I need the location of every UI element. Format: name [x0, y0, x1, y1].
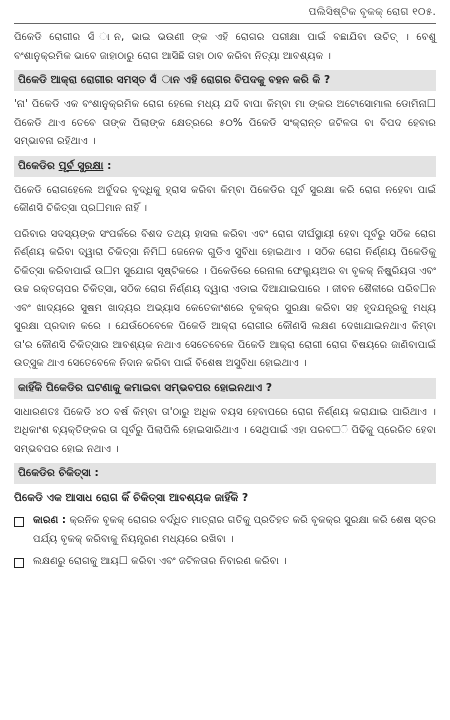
bullet-text [33, 512, 436, 549]
risk-paragraph: 'ନା' ପିକେଡି ଏକ ବଂଶାନୁକ୍ରମିକ ରୋଗ ହେଲେ ମଧ୍ୟ ଯଦି ବାପା କିମ୍ବା ମା ଙ୍କର ଅଟୋସୋମାଲ ଡୋମିନା☐ ପିକେଡି ଥାଏ ତେବେ ତାଙ୍କ ପିଲାଙ୍କ କ୍ଷେତ୍ରରେ ୫୦% ପିକେଡି ସଂକ୍ରାନ୍ତ ଜଟିଳତା ବା ବିପଦ ହେବାର ସମ୍ଭାବନା ରହିଥାଏ । [14, 99, 436, 147]
treatment-bullet-1 [14, 512, 436, 549]
prevention-heading-prefix: ପିକେଡିର [18, 159, 59, 172]
children-heading: କାହିଁକି ପିକେଡିର ଘଟଣାକୁ କମାଇବା ସମ୍ଭବପର ହୋଇନଥାଏ ? [14, 378, 436, 399]
treatment-question: ପିକେଡି ଏକ ଆସାଧ ରୋଗ କିଁ ଚିକିତ୍ସା ଆବଶ୍ୟକ ଜାହିଁକି ? [14, 492, 249, 504]
running-header: ପଲିସିଷ୍ଟିକ ବୃକକ୍ ରୋଗ ୧୦୫. [14, 6, 436, 24]
prevention-heading-suffix: : [103, 159, 112, 172]
prevention-paragraph-2: ପରିବାର ସଦସ୍ୟଙ୍କ ସଂପର୍କରେ ବିଶଦ ତଥ୍ୟ ହାସଲ କରିବା ଏବଂ ରୋଗ ଦୀର୍ଘସ୍ଥାୟୀ ହେବା ପୂର୍ବରୁ ସଠିକ ରୋଗ ନିର୍ଣ୍ଣୟ କରିବା ଦ୍ୱାରା ଚିକିତ୍ସା ନିମି☐ ଜେନେକ ଗୁଡିଏ ସୁବିଧା ହୋଇଥାଏ । ସଠିକ ରୋଗ ନିର୍ଣ୍ଣୟ ପିକେଡିକୁ ଚିକିତ୍ସା କରିବାପାଇଁ ଉ☐ମ ସୁଯୋଗ ସୃଷ୍ଟିକରେ । ପିକେଡିରେ ରେନାଲ ଫେଲ୍ୟୁଅର ବା ବୃକକ୍ ନିଷ୍କ୍ରିୟତା ଏବଂ ଉଚ୍ଚ ରକ୍ତଚାପର ଚିକିତ୍ସା, ସଠିକ ରୋଗ ନିର୍ଣ୍ଣୟ ଦ୍ୱାରା ଏଡାଇ ଦିଆଯାଇପାରେ । ଜୀବନ ଶୈଳୀରେ ପରିବ☐ନ ଏବଂ ଖାଦ୍ୟରେ ସୁଷମ ଖାଦ୍ୟର ଅଭ୍ୟାସ କେତେକାଂଶରେ ବୃକକ୍ର ସୁରକ୍ଷା କରିବା ସହ ହୃଦଯନ୍ତ୍ରକୁ ମଧ୍ୟ ସୁରକ୍ଷା ପ୍ରଦାନ କରେ । ଯେଉଁଠେବେଳେ ପିକେଡି ଆକ୍ରା ରୋଗୀର କୌଣସି ଲକ୍ଷଣ ଦେଖାଯାଇନଥାଏ କିମ୍ବା ତା'ର କୌଣସି ଚିକିତ୍ସାର ଆବଶ୍ୟକ ନଥାଏ ସେତେବେଳେ ପିକେଡି ଆକ୍ରା ରୋଗୀ ରୋଗ ବିଷୟରେ ଜାଣିବାପାଇଁ ଉତ୍ସୁକ ଥାଏ ସେତେବେଳେ ନିଦାନ କରିବା ପାଇଁ ବିଶେଷ ଅସୁବିଧା ହୋଇଥାଏ । [14, 228, 436, 369]
treatment-heading: ପିକେଡିର ଚିକିତ୍ସା : [14, 463, 436, 484]
square-bullet-icon [14, 558, 24, 568]
bullet-text [33, 553, 436, 572]
bullet-label: କାରଣ : [33, 515, 70, 526]
prevention-paragraph-1: ପିକେଡି ରୋଗହେଲେ ଅର୍ବୁଦର ବୃଦ୍ଧିକୁ ହ୍ରାସ କରିବା କିମ୍ବା ପିକେଡିର ପୂର୍ବ ସୁରକ୍ଷା କରି ରୋଗ ନହେବା ପାଇଁ କୌଣସି ଚିକିତ୍ସା ପ୍ର☐ମାନ ନାହିଁ । [14, 184, 436, 214]
bullet-body: ଲକ୍ଷଣରୁ ରୋଗକୁ ଆୟ☐ କରିବା ଏବଂ ଜଟିଳତାର ନିବାରଣ କରିବା । [33, 556, 287, 567]
paragraph-gap [14, 219, 436, 226]
prevention-heading [14, 156, 436, 177]
prevention-heading-underlined: ପୂର୍ବ ସୁରକ୍ଷା [58, 159, 104, 172]
bullet-body: କ୍ରନିକ ବୃକକ୍ ରୋଗର ବର୍ଦ୍ଧିତ ମାତ୍ରାର ଗତିକୁ ପ୍ରତିହତ କରି ବୃକକ୍ର ସୁରକ୍ଷା କରି ଶେଷ ସ୍ତର ପର୍ଯ୍ୟ ବୃକକ୍ କରିବାକୁ ନିୟନ୍ତ୍ରଣ ମଧ୍ୟରେ ରଖିବା । [33, 515, 436, 545]
risk-heading: ପିକେଡି ଆକ୍ରା ରୋଗୀର ସମସ୍ତ ସଁ ାନ ଏହି ରୋଗର ବିପଦକୁ ବହନ କରି କି ? [14, 70, 436, 91]
intro-paragraph: ପିକେଡି ରୋଗୀର ସଁ ାନ, ଭାଇ ଭଉଣୀ ଙ୍କ ଏହି ରୋଗର ପରୀକ୍ଷା ପାଇଁ ବଛାଯିବା ଉଚିତ୍ । ବେଶୁ ବଂଶାନୁକ୍ରମିକ ଭାବେ ଜାହାଠାରୁ ରୋଗ ଆସିଛି ତାହା ଠାବ କରିବା ନିତ୍ୟା ଆବଶ୍ୟକ । [14, 32, 436, 62]
square-bullet-icon [14, 517, 24, 527]
children-paragraph: ସାଧାରଣତଃ ପିକେଡି ୪୦ ବର୍ଷ କିମ୍ବା ତା'ଠାରୁ ଅଧିକ ବୟସ ହେବାପରେ ରୋଗ ନିର୍ଣ୍ଣୟ କରାଯାଇ ପାରିଥାଏ । ଅଧିକାଂଶ ବ୍ୟକ୍ତିଙ୍କର ତା ପୂର୍ବରୁ ପିଲାପିଲି ହୋଇସାରିଥାଏ । ସେଥିପାଇଁ ଏହା ପରବ☐ି ପିଢିକୁ ପ୍ରେରିତ ହେବା ସମ୍ଭବପର ହୋଇ ନଥାଏ । [14, 406, 436, 455]
treatment-bullet-2 [14, 553, 436, 572]
